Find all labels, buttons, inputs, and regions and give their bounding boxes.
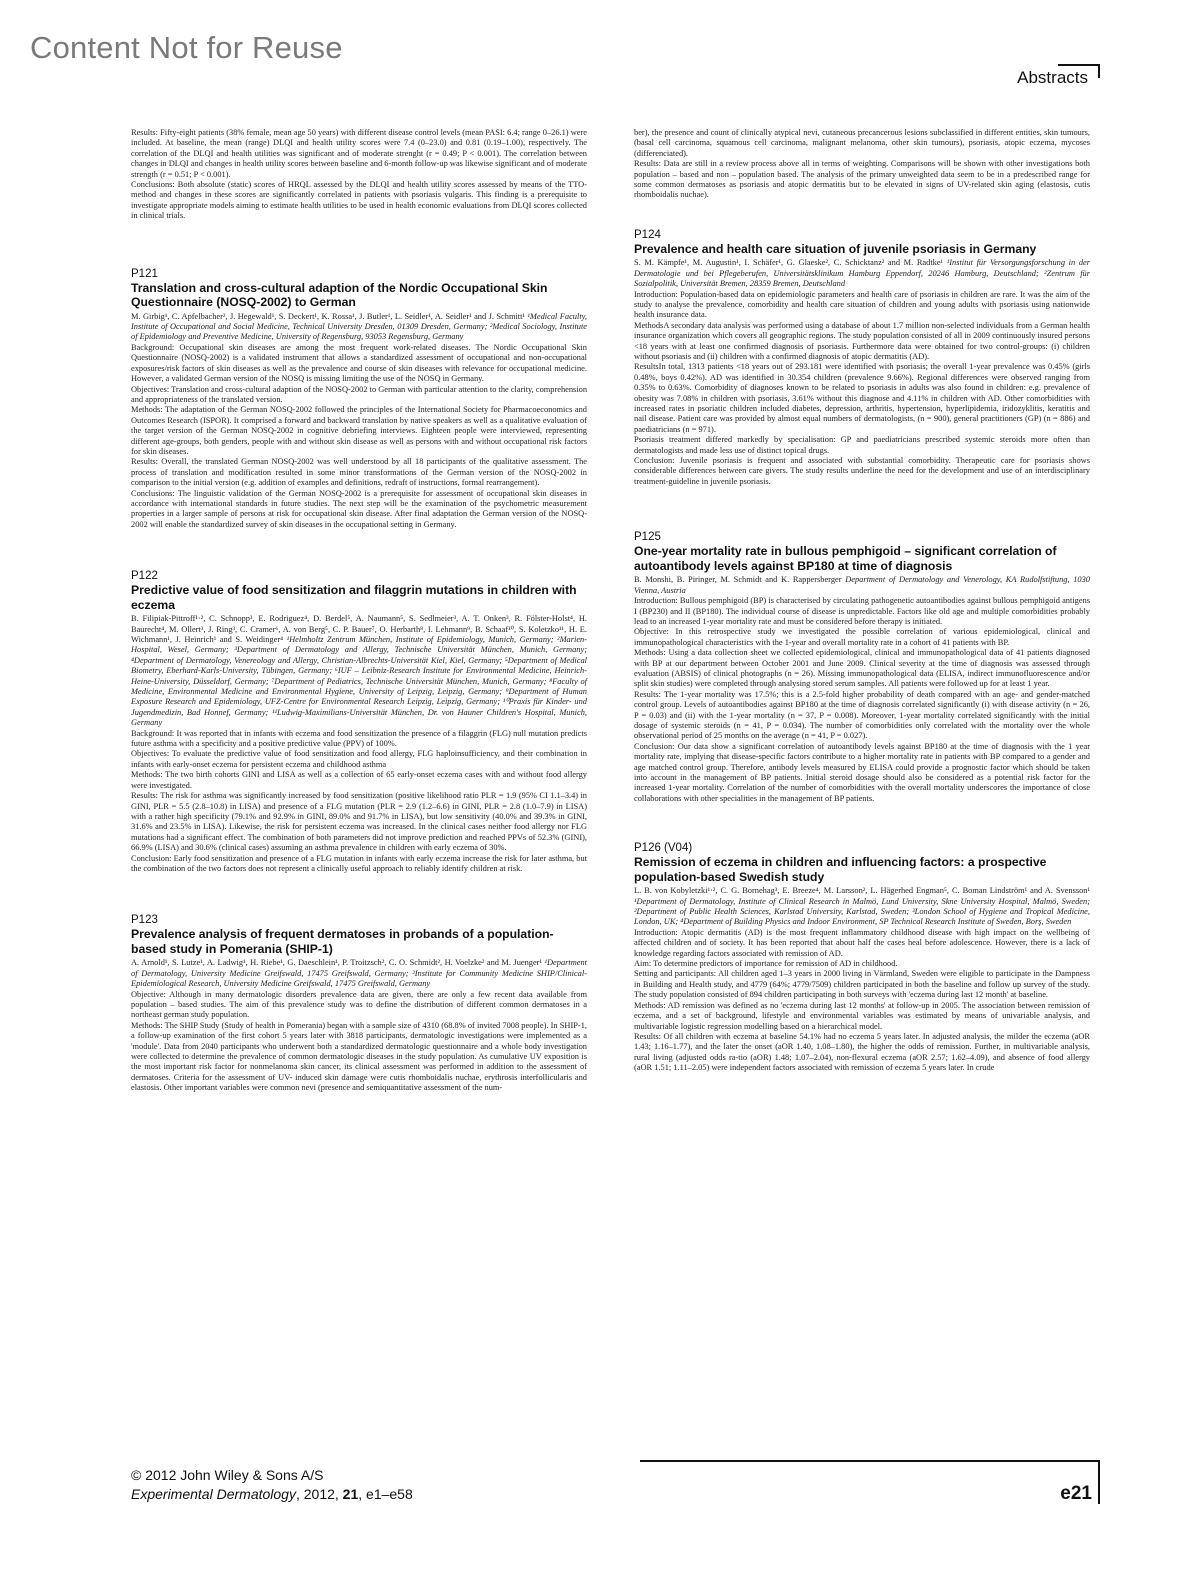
paragraph: ResultsIn total, 1313 patients <18 years out of 293.181 were identified with psoriasis; the overall 1-year prevalence was 0.45% (girls 0.48%, boys 0.42%). AD was identified in 30.354 children (prevalence 9.66%). Regional differences were observed ranging from 0.35% to 0.63%. Comorbidity of diagnoses known to be related to psoriasis in adults was also found in children: e.g. prevalence of obesity was 7.08% in children with psoriasis, 3.61% without this diagnose and 4.11% in children with AD. Other comorbidities with increased rates in psoriatic children included diabetes, depression, arthritis, hypertension, hyperlipidemia, iridozyklitis, keratitis and nail disease. Patient care was provided by almost equal numbers of dermatologists, (n = 900), general practitioners (GP) (n = 886) and paediatricians (n = 971).	[634, 362, 1090, 434]
paragraph: Results: The 1-year mortality was 17.5%; this is a 2.5-fold higher probability of death compared with an age- and gender-matched control group. Levels of autoantibodies against BP180 at the time of diagnosis correlated significantly (i) with disease activity (n = 26, P = 0.03) and (ii) with the 1-year mortality (n = 37, P = 0.008). Moreover, 1-year mortality correlated significantly with the initial dosage of systemic steroids (n = 41, P = 0.034). The number of comorbidities only correlated with the mortality over the whole observational period of 25 months on the average (n = 41, P = 0.027).	[634, 689, 1090, 741]
paragraph: Methods: The SHIP Study (Study of health in Pomerania) began with a sample size of 4310 (68.8% of invited 7008 people). In SHIP-1, a follow-up examination of the first cohort 5 years later with 3818 participants, dermatologic investigations were implemented as a 'module'. Data from 2040 participants who underwent both a standardized dermatologic questionnaire and a whole body investigation were collected to determine the prevalence of common dermatologic diseases in the study population. As cumulative UV exposition is the most important risk factor for nonmelanoma skin cancer, its clinical assessment was performed in addition to the assessment of dermatoses. Criteria for the assessment of UV- induced skin damage were cutis rhomboidalis nuchae, erythrosis interfollicularis and elastosis. Other important variables were common nevi (presence and semiquantitative assessment of the num-	[131, 1020, 587, 1093]
abstract-title: Translation and cross-cultural adaption of the Nordic Occupational Skin Questionnaire (NOSQ-2002) to German	[131, 280, 548, 310]
paragraph: Results: The risk for asthma was significantly increased by food sensitization (positive likelihood ratio PLR = 1.9 (95% CI 1.1–3.4) in GINI, PLR = 5.5 (2.8–10.8) in LISA) and presence of a FLG mutation (PLR = 2.9 (1.2–6.6) in GINI, PLR = 2.8 (1.0–7.9) in LISA) with a rather high specificity (79.1% and 92.9% in GINI, 89.0% and 91.7% in LISA), but low sensitivity (40.0% and 39.3% in GINI, 31.6% and 23.5% in LISA). Likewise, the risk for persistent eczema was increased. In the clinical cases neither food allergy nor FLG mutations had a significant effect. The combination of both parameters did not improve prediction and reached PPVs of 52.3% (GINI), 66.9% (LISA) and 30.6% (clinical cases) assuming an asthma prevalence in children with early eczema of 30%.	[131, 791, 587, 853]
paragraph: Aim: To determine predictors of importance for remission of AD in childhood.	[634, 959, 898, 969]
citation-year: , 2012,	[295, 1486, 343, 1502]
journal-volume: 21	[342, 1486, 359, 1502]
left-column	[131, 128, 587, 1128]
page-number: e21	[1060, 1483, 1092, 1504]
paragraph: MethodsA secondary data analysis was performed using a database of about 1.7 million non-selected individuals from a German health insurance organization which covers all geographic regions. The study population consisted of all in 2009 continuously insured persons <18 years with at least one confirmed diagnosis of psoriasis. Furthermore data were obtained for two control-groups: (i) children without psoriasis and (ii) children with a confirmed diagnosis of atopic dermatitis (AD).	[634, 320, 1090, 361]
abstract-id: P126 (V04)	[634, 842, 693, 855]
paragraph: Background: It was reported that in infants with eczema and food sensitization the presence of a filaggrin (FLG) null mutation predicts future asthma with a specificity and a positive predictive value (PPV) of 100%.	[131, 728, 587, 749]
footer-rule	[640, 1460, 1100, 1462]
paragraph: Results: Of all children with eczema at baseline 54.1% had no eczema 5 years later. In adjusted analysis, the milder the eczema (aOR 1.43; 1.16–1.77), and the later the onset (aOR 1.40, 1.08–1.80), the higher the odds of remission. Further, in multivariable analysis, rural living (adjusted odds ra-tio (aOR) 1.48; 1.07–2.04), non-flexural eczema (aOR 2.57; 1.62–4.09), and absence of food allergy (aOR 1.51; 1.11–2.05) were independent factors associated with remission of eczema 5 years later. In crude	[634, 1031, 1090, 1073]
paragraph: Methods: Using a data collection sheet we collected epidemiological, clinical and immunopathological data of 41 patients diagnosed with BP at our department between October 2001 and June 2009. Clinical severity at the time of diagnosis was assessed through evaluation (ABSIS) of clinical photographs (n = 26). Missing immunopathological data (ELISA, indirect immunofluorescence and/or split skin studies) were completed through analysing stored serum samples. All patients were followed up for at least 1 year.	[634, 648, 1090, 689]
paragraph: Objective: In this retrospective study we investigated the possible correlation of various epidemiological, clinical and immunopathological characteristics with the 1-year and overall mortality rate in a cohort of 41 patients with BP.	[634, 627, 1090, 647]
abstract-title: Prevalence analysis of frequent dermatoses in probands of a population-based study in Pomerania (SHIP-1)	[131, 927, 554, 956]
affiliations: ¹Department of Dermatology, Institute of Clinical Research in Malmö, Lund University, Skne University Hospital, Malmö, Sweden; ²Department of Public Health Sciences, Karlstad University, Karlstad, Sweden; ³London School of Hygiene and Tropical Medicine, London, UK; ⁴Department of Building Physics and Indoor Environment, SP Technical Research Institute of Sweden, Borş, Sweden	[634, 896, 1090, 927]
paragraph: Results: Fifty-eight patients (38% female, mean age 50 years) with different disease control levels (mean PASI: 6.4; range 0–26.1) were included. At baseline, the mean (range) DLQI and health utility scores were 7.4 (0–23.0) and 0.81 (0.19–1.00), respectively. The correlation of the DLQI and health utilities was significant and of moderate strenght (r = 0.49; P < 0.001). The correlation between changes in DLQI and changes in health utility scores between baseline and 6-month follow-up was likewise significant and of moderate strength (r = 0.51; P < 0.001).	[131, 128, 587, 179]
paragraph: Objective: Although in many dermatologic disorders prevalence data are given, there are only a few recent data available from population – based studies. The aim of this prevalence study was to define the distribution of different common dermatoses in a northeast german study population.	[131, 989, 587, 1020]
abstract-p126	[634, 842, 1090, 1073]
continuation-block	[634, 128, 1090, 201]
author-list	[634, 258, 1090, 289]
abstract-id: P124	[634, 228, 661, 241]
abstract-title: Predictive value of food sensitization and filaggrin mutations in children with eczema	[131, 583, 577, 612]
author-list	[634, 886, 1090, 928]
paragraph: Objectives: To evaluate the predictive value of food sensitization and food allergy, FLG haploinsufficiency, and their combination in infants with early-onset eczema for persistent eczema and childhood asthma	[131, 749, 587, 769]
journal-citation	[131, 1486, 413, 1502]
abstract-p123	[131, 914, 587, 1093]
paragraph: ber), the presence and count of clinically atypical nevi, cutaneous precancerous lesions subclassified in different entities, skin tumours, (basal cell carcinoma, squamous cell carcinoma, malignant melanoma, other skin tumours), psoriasis, atopic eczema, mycoses (differenciated).	[634, 128, 1090, 158]
section-label: Abstracts	[1017, 68, 1088, 87]
authors: L. B. von Kobyletzki¹·², C. G. Bornehag³, E. Breeze⁴, M. Larsson², L. Hägerhed Engman⁵, C. Boman Lindström¹ and A. Svensson¹	[634, 886, 1090, 896]
right-column	[634, 128, 1090, 1108]
affiliations: Department of Dermatology and Venerology, KA Rudolfstiftung, 1030 Vienna, Austria	[634, 575, 1090, 595]
affiliations: ¹Medical Faculty, Institute of Occupational and Social Medicine, Technical University Dresden, 01309 Dresden, Germany; ²Medical Sociology, Institute of Epidemiology and Preventive Medicine, University of Regensburg, 93053 Regensburg, Germany	[131, 311, 587, 342]
affiliations: ¹Institut für Versorgungsforschung in der Dermatologie und bei Pflegeberufen, Universitätsklinikum Hamburg Eppendorf, 20246 Hamburg, Deutschland; ²Zentrum für Sozialpolitik, Universität Bremen, 28359 Bremen, Deutschland	[634, 258, 1090, 289]
header-rule	[1058, 64, 1100, 66]
abstract-id: P125	[634, 531, 661, 544]
footer-rule-vertical	[1098, 1460, 1100, 1504]
journal-name: Experimental Dermatology	[131, 1486, 296, 1502]
paragraph: Conclusions: Both absolute (static) scores of HRQL assessed by the DLQI and health utility scores assessed by means of the TTO-method and changes in these scores are significantly correlated in patients with psoriasis vulgaris. This finding is a prerequisite to investigate appropriate models aiming to estimate health utilities to be used in health economic evaluations from DLQI scores collected in clinical trials.	[131, 180, 587, 221]
abstract-title: Remission of eczema in children and influencing factors: a prospective population-based Swedish study	[634, 855, 1047, 884]
authors: A. Arnold¹, S. Lutze¹, A. Ladwig¹, H. Riebe¹, G. Daeschlein¹, P. Troitzsch², C. O. Schmidt², H. Voelzke² and M. Juenger¹	[131, 958, 542, 968]
authors: M. Girbig¹, C. Apfelbacher², J. Hegewald¹, S. Deckert¹, K. Rossa¹, J. Butler¹, L. Seidler¹, A. Seidler¹ and J. Schmitt¹	[131, 311, 525, 321]
abstract-title: Prevalence and health care situation of juvenile psoriasis in Germany	[634, 241, 1037, 256]
paragraph: Conclusion: Our data show a significant correlation of autoantibody levels against BP180 at the time of diagnosis with the 1 year mortality rate, implying that disease-specific factors contribute to a higher mortality rate in patients with BP compared to a gender and age matched control group. Therefore, antibody levels measured by ELISA could provide a prognostic factor which should be taken into account in the management of BP patients. Initial steroid dosage should also be considered as a potential risk factor for the increased 1-year mortality. Correlation of the number of comorbidities with the overall mortality underscores the importance of close collaborations with other specialities in the management of BP patients.	[634, 741, 1090, 803]
authors: S. M. Kämpfe¹, M. Augustin¹, I. Schäfer¹, G. Glaeske², C. Schicktanz² and M. Radtke¹	[634, 258, 944, 268]
paragraph: Introduction: Bullous pemphigoid (BP) is characterised by circulating pathogenetic autoantibodies against bullous pemphigoid antigens I (BP230) and II (BP180). The individual course of disease is unpredictable. Factors like old age and multiple comorbidities probably lead to an increased 1-year mortality rate and must be considered before therapy is initiated.	[634, 596, 1090, 626]
paragraph: Methods: AD remission was defined as no 'eczema during last 12 months' at follow-up in 2005. The association between remission of eczema, and a set of background, lifestyle and environmental variables was estimated by means of univariable analysis, and multivariable logistic regression modelling based on a hierarchical model.	[634, 1000, 1090, 1031]
abstract-id: P123	[131, 914, 158, 927]
abstract-id: P122	[131, 570, 158, 583]
header-rule-vertical	[1098, 64, 1100, 78]
authors: B. Monshi, B. Piringer, M. Schmidt and K. Rappersberger	[634, 575, 842, 585]
paragraph: Methods: The adaptation of the German NOSQ-2002 followed the principles of the International Society for Pharmacoeconomics and Outcomes Research (ISPOR). It comprised a forward and backward translation by native speakers as well as a qualitative evaluation of the target version of the German NOSQ-2002 in cognitive debriefing interviews. Eighteen people were interviewed, representing different age-groups, both genders, people with and without skin disease as well as persons with and without occupational risk factors for skin diseases.	[131, 405, 587, 456]
paragraph: Setting and participants: All children aged 1–3 years in 2000 living in Värmland, Sweden were eligible to participate in the Dampness in Building and Health study, and 4779 (64%; 4779/7509) children participated in both the baseline and follow up survey of the study. The study population consisted of 894 children participating in both surveys with 'eczema during last 12 month' at baseline.	[634, 969, 1090, 1000]
continuation-block	[131, 128, 587, 222]
abstract-title: One-year mortality rate in bullous pemphigoid – significant correlation of autoantibody levels against BP180 at time of diagnosis	[634, 544, 1057, 573]
paragraph: Background: Occupational skin diseases are among the most frequent work-related diseases. The Nordic Occupational Skin Questionnaire (NOSQ-2002) is a validated instrument that allows a standardized assessment of occupational and non-occupational exposures/risk factors of skin diseases as well as the prevalence and course of skin diseases with relevance for occupational medicine. However, a validated German version of the NOSQ is missing limiting the use of the NOSQ in Germany.	[131, 342, 587, 384]
journal-pages: , e1–e58	[358, 1486, 413, 1502]
abstract-p121	[131, 268, 587, 531]
paragraph: Objectives: Translation and cross-cultural adaption of the NOSQ-2002 to German with particular attention to the clarity, comprehension and appropriateness of the translated version.	[131, 384, 588, 404]
paragraph: Conclusion: Juvenile psoriasis is frequent and associated with substantial comorbidity. Therapeutic care for psoriasis shows considerable differences between care givers. The study results underline the need for the development and use of an interdisciplinary treatment-guideline in juvenile psoriasis.	[634, 456, 1090, 486]
paragraph: Conclusions: The linguistic validation of the German NOSQ-2002 is a prerequisite for assessment of occupational skin diseases in accordance with international standards in future studies. The next step will be the examination of the psychometric measurement properties in a larger sample of persons at risk for occupational skin disease. After final adaptation the German version of the NOSQ-2002 will enable the standardized survey of skin diseases in the occupational setting in Germany.	[131, 488, 587, 529]
paragraph: Psoriasis treatment differed markedly by specialisation: GP and paediatricians prescribed systemic steroids more often than dermatologists and made less use of distinct topical drugs.	[634, 435, 1090, 455]
author-list	[131, 614, 587, 728]
affiliations: ¹Helmholtz Zentrum München, Institute of Epidemiology, Munich, Germany; ²Marien-Hospital, Wesel, Germany; ³Department of Dermatology and Allergy, Technische Universität München, Munich, Germany; ⁴Department of Dermatology, Venereology and Allergy, Christian-Albrechts-Universität Kiel, Kiel, Germany; ⁵Department of Medical Biometry, Eberhard-Karls-University, Tübingen, Germany; ⁶IUF – Leibniz-Research Institute for Environmental Medicine, Heinrich-Heine-University, Düsseldorf, Germany; ⁷Department of Pediatrics, Technische Universität München, Munich, Germany; ⁸Faculty of Medicine, Environmental Medicine and Environmental Hygiene, University of Leipzig, Leipzig, Germany; ⁹Department of Human Exposure Research and Epidemiology, UFZ-Centre for Environmental Research Leipzig, Leipzig, Germany; ¹⁰Praxis für Kinder- und Jugendmedizin, Bad Honnef, Germany; ¹¹Ludwig-Maximilians-Universität München, Dr. von Hauner Children's Hospital, Munich, Germany	[131, 635, 588, 728]
authors: B. Filipiak-Pittroff¹·², C. Schnopp³, E. Rodriguez⁴, D. Berdel⁵, A. Naumann⁵, S. Sedlmeier³, A. T. Onken³, R. Fölster-Holst⁴, H. Baurecht⁴, M. Ollert³, J. Ring³, C. Cramer⁶, A. von Berg⁵, C. P. Bauer⁷, O. Herbarth⁸, I. Lehmann⁹, B. Schaaf¹⁰, S. Koletzko¹¹, H. E. Wichmann¹, J. Heinrich¹ and S. Weidinger⁴	[131, 614, 587, 644]
paragraph: Conclusion: Early food sensitization and presence of a FLG mutation in infants with early eczema increase the risk for later asthma, but the combination of the two factors does not represent a clinically useful approach to reliably identify children at risk.	[131, 853, 587, 873]
abstract-p122	[131, 570, 587, 874]
paragraph: Results: Overall, the translated German NOSQ-2002 was well understood by all 18 participants of the qualitative assessment. The process of translation and modification resulted in some minor transformations of the German version of the NOSQ-2002 in comparison to the initial version (e.g. addition of examples and definitions, redraft of instructions, formal rearrangement).	[131, 457, 587, 488]
author-list	[131, 312, 587, 343]
abstract-p124	[634, 229, 1090, 487]
watermark: Content Not for Reuse	[30, 30, 343, 65]
paragraph: Results: Data are still in a review process above all in terms of weighting. Comparisons will be shown with other investigations both population – based and non – population based. The analysis of the primary unweighted data seem to be in a predescribed range for some common dermatoses as psoriasis and atopic dermatitis but to be elevated in signs of UV-related skin aging (elastosis, cutis rhomboidalis nuchae).	[634, 159, 1090, 200]
copyright-notice: © 2012 John Wiley & Sons A/S	[131, 1467, 324, 1483]
author-list	[634, 575, 1090, 596]
paragraph: Introduction: Atopic dermatitis (AD) is the most frequent inflammatory childhood disease with high impact on the wellbeing of affected children and of society. It has been reported that about half the cases heal before adolescence. However, there is a lack of knowledge regarding factors associated with remission of AD.	[634, 927, 1090, 958]
abstract-p125	[634, 531, 1090, 804]
author-list	[131, 958, 587, 989]
affiliations: ¹Department of Dermatology, University Medicine Greifswald, 17475 Greifswald, Germany; ²Institute for Community Medicine SHIP/Clinical-Epidemiological Research, University Medicine Greifswald, 17475 Greifswald, Germany	[131, 958, 588, 989]
abstract-id: P121	[131, 267, 158, 280]
paragraph: Methods: The two birth cohorts GINI and LISA as well as a collection of 65 early-onset eczema cases with and without food allergy were investigated.	[131, 770, 587, 790]
paragraph: Introduction: Population-based data on epidemiologic parameters and health care of psoriasis in children are rare. It was the aim of the study to analyse the prevalence, comorbidity and health care situation of children and young adults with psoriasis using nationwide health insurance data.	[634, 289, 1090, 320]
